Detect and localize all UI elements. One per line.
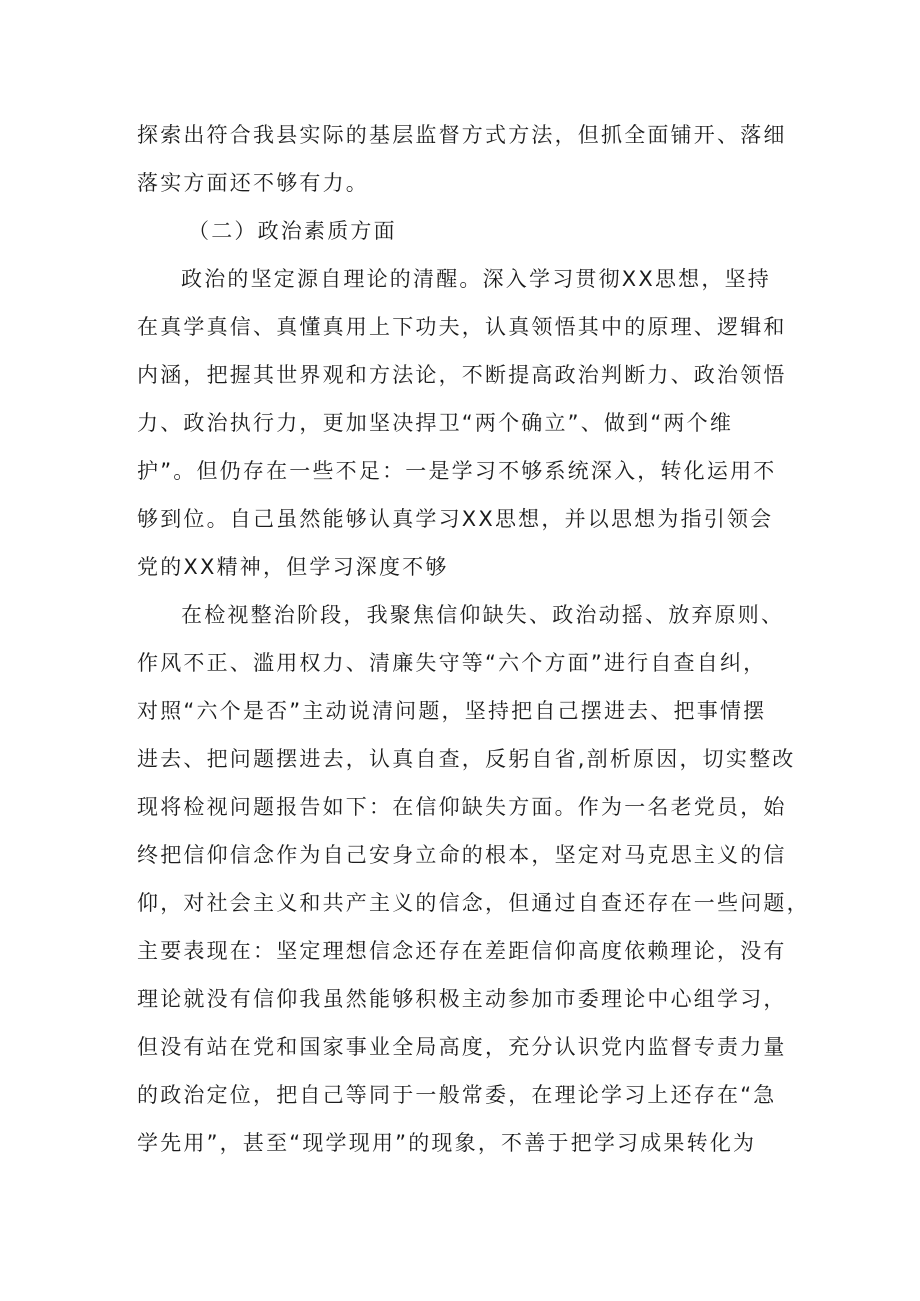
body-text-line: 护”。但仍存在一些不足：一是学习不够系统深入，转化运用不 <box>137 459 777 483</box>
body-text-line: 探索出符合我县实际的基层监督方式方法，但抓全面铺开、落细 <box>137 123 787 147</box>
body-text-line: 现将检视问题报告如下：在信仰缺失方面。作为一名老党员，始 <box>137 795 787 819</box>
body-text-line: 作风不正、滥用权力、清廉失守等“六个方面”进行自查自纠， <box>137 651 767 675</box>
section-heading: （二）政治素质方面 <box>188 219 397 243</box>
body-text-line: 终把信仰信念作为自己安身立命的根本，坚定对马克思主义的信 <box>137 843 787 867</box>
body-text-line: 仰，对社会主义和共产主义的信念，但通过自查还存在一些问题， <box>137 891 810 915</box>
body-text-line: 在真学真信、真懂真用上下功夫，认真领悟其中的原理、逻辑和 <box>137 315 787 339</box>
body-text-line: 的政治定位，把自己等同于一般常委，在理论学习上还存在“急 <box>137 1083 777 1107</box>
body-text-line: 进去、把问题摆进去，认真自查，反躬自省,剖析原因，切实整改 <box>137 747 796 771</box>
body-text-line: 内涵，把握其世界观和方法论，不断提高政治判断力、政治领悟 <box>137 363 787 387</box>
body-text-line: 对照“六个是否”主动说清问题，坚持把自己摆进去、把事情摆 <box>137 699 767 723</box>
body-text-line: 学先用”，甚至“现学现用”的现象，不善于把学习成果转化为 <box>137 1131 757 1155</box>
body-text-line: 但没有站在党和国家事业全局高度，充分认识党内监督专责力量 <box>137 1035 787 1059</box>
paragraph-first-line: 政治的坚定源自理论的清醒。深入学习贯彻XX思想，坚持 <box>181 267 771 291</box>
body-text-line: 主要表现在：坚定理想信念还存在差距信仰高度依赖理论，没有 <box>137 939 787 963</box>
body-text-line: 够到位。自己虽然能够认真学习XX思想，并以思想为指引领会 <box>137 507 774 531</box>
body-text-line: 力、政治执行力，更加坚决捍卫“两个确立”、做到“两个维 <box>137 411 734 435</box>
body-text-line: 党的XX精神，但学习深度不够 <box>137 555 449 579</box>
body-text-line: 理论就没有信仰我虽然能够积极主动参加市委理论中心组学习， <box>137 987 787 1011</box>
paragraph-first-line: 在检视整治阶段，我聚焦信仰缺失、政治动摇、放弃原则、 <box>181 603 785 627</box>
body-text-line: 落实方面还不够有力。 <box>137 171 369 195</box>
